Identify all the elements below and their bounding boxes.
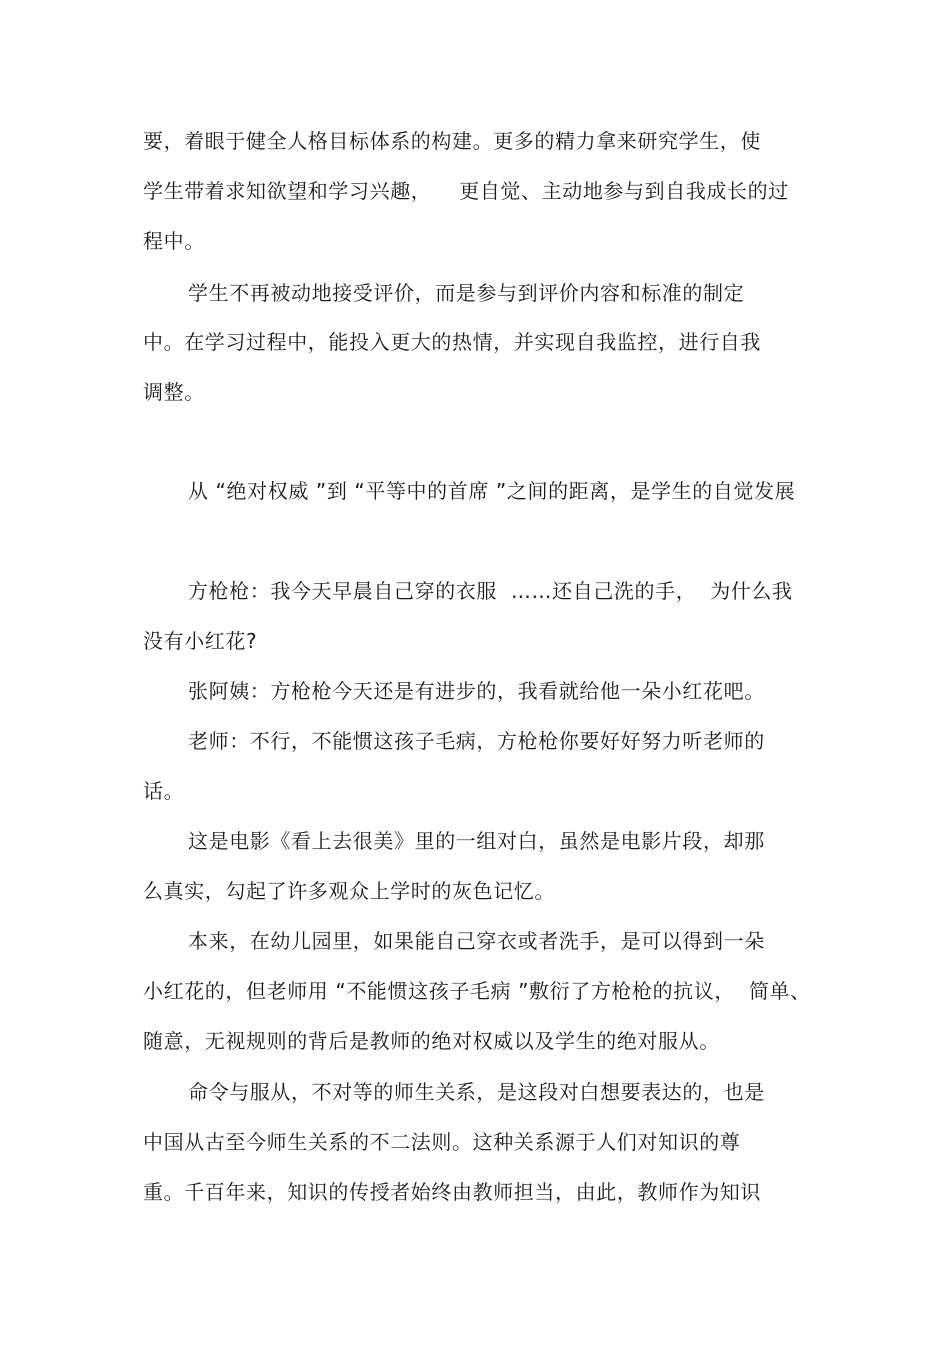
dialogue-line: 老师：不行，不能惯这孩子毛病，方枪枪你要好好努力听老师的: [188, 729, 765, 753]
paragraph-line: 命令与服从，不对等的师生关系，是这段对白想要表达的，也是: [188, 1080, 765, 1104]
paragraph-line: 随意，无视规则的背后是教师的绝对权威以及学生的绝对服从。: [143, 1029, 720, 1053]
section-heading: 从 “绝对权威 ”到 “平等中的首席 ”之间的距离，是学生的自觉发展: [188, 479, 796, 503]
paragraph-line: 本来，在幼儿园里，如果能自己穿衣或者洗手，是可以得到一朵: [188, 929, 765, 953]
paragraph-line: 么真实，勾起了许多观众上学时的灰色记忆。: [143, 879, 555, 903]
paragraph-line: 重。千百年来，知识的传授者始终由教师担当，由此，教师作为知识: [143, 1180, 761, 1204]
dialogue-line: 话。: [143, 779, 185, 803]
paragraph-line: 中国从古至今师生关系的不二法则。这种关系源于人们对知识的尊: [143, 1130, 741, 1154]
paragraph-line: 要，着眼于健全人格目标体系的构建。更多的精力拿来研究学生，使: [143, 129, 761, 153]
dialogue-line: 方枪枪：我今天早晨自己穿的衣服 ……还自己洗的手， 为什么我: [188, 579, 793, 603]
paragraph-line: 中。在学习过程中，能投入更大的热情，并实现自我监控，进行自我: [143, 330, 761, 354]
paragraph-line: 这是电影《看上去很美》里的一组对白，虽然是电影片段，却那: [188, 829, 765, 853]
paragraph-line: 学生带着求知欲望和学习兴趣， 更自觉、主动地参与到自我成长的过: [143, 179, 789, 203]
dialogue-line: 张阿姨：方枪枪今天还是有进步的，我看就给他一朵小红花吧。: [188, 679, 765, 703]
paragraph-line: 小红花的，但老师用 “不能惯这孩子毛病 ”敷衍了方枪枪的抗议， 简单、: [143, 979, 811, 1003]
dialogue-line: 没有小红花?: [143, 629, 258, 653]
paragraph-line: 调整。: [143, 380, 205, 404]
paragraph-line: 学生不再被动地接受评价，而是参与到评价内容和标准的制定: [188, 281, 745, 305]
paragraph-line: 程中。: [143, 229, 205, 253]
